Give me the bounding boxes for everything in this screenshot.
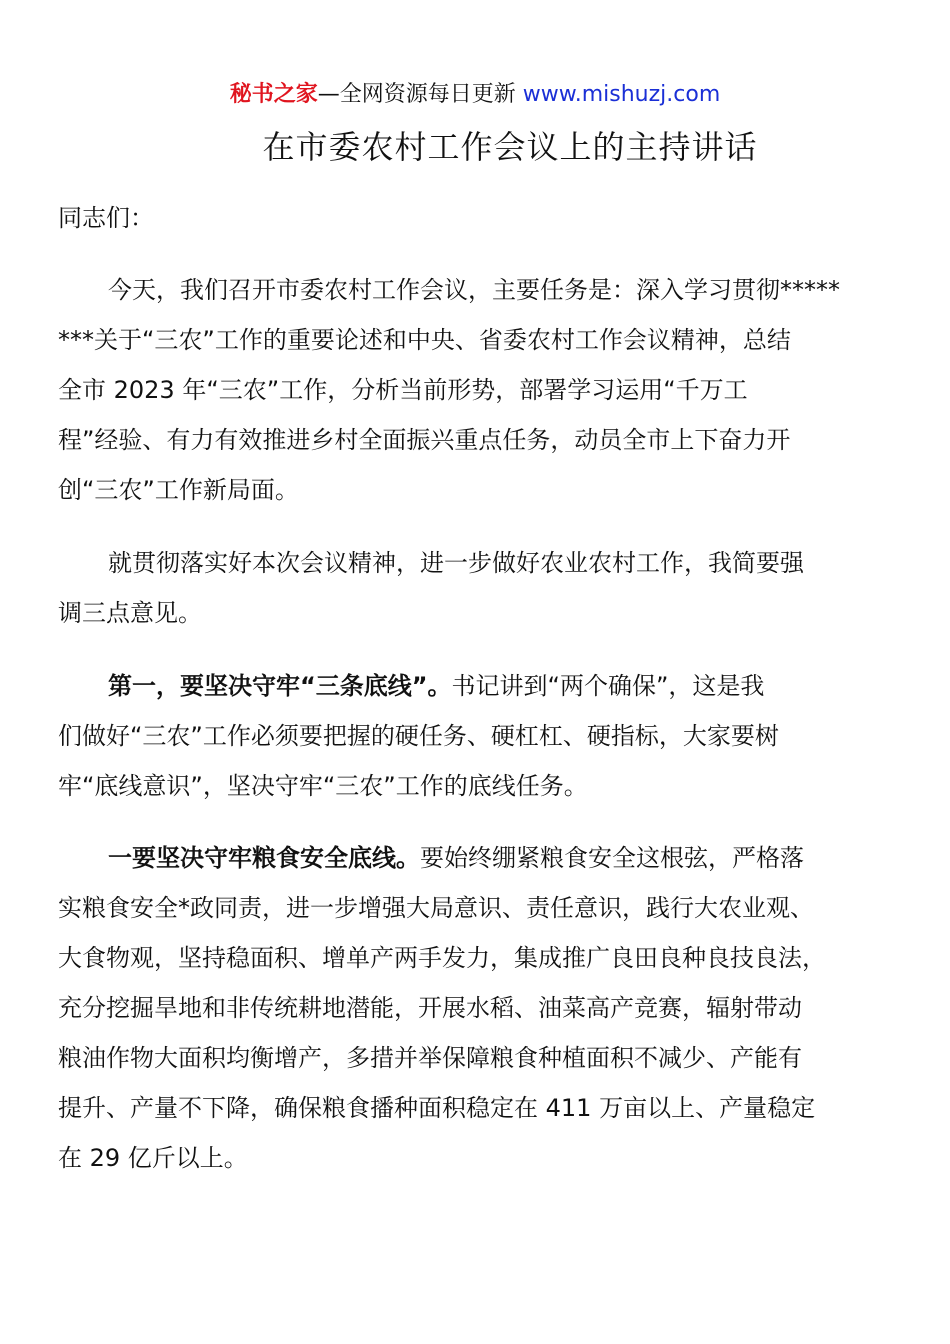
document-title: 在市委农村工作会议上的主持讲话 xyxy=(262,128,758,166)
site-header xyxy=(0,78,950,112)
paragraph-3-text: 书记讲到“两个确保”，这是我 xyxy=(451,672,765,700)
paragraph-3-heading: 第一，要坚决守牢“三条底线”。 xyxy=(108,672,452,700)
paragraph-2-line: 就贯彻落实好本次会议精神，进一步做好农业农村工作，我简要强 xyxy=(108,549,804,577)
paragraph-1-line: 创“三农”工作新局面。 xyxy=(58,476,299,504)
header-tagline: —全网资源每日更新 xyxy=(317,82,516,107)
paragraph-4-line: 粮油作物大面积均衡增产，多措并举保障粮食种植面积不减少、产能有 xyxy=(58,1044,802,1072)
paragraph-4-line: 实粮食安全*政同责，进一步增强大局意识、责任意识，践行大农业观、 xyxy=(58,894,814,922)
salutation: 同志们： xyxy=(58,204,154,232)
paragraph-4-line: 提升、产量不下降，确保粮食播种面积稳定在 411 万亩以上、产量稳定 xyxy=(58,1094,816,1122)
paragraph-3-line: 牢“底线意识”，坚决守牢“三农”工作的底线任务。 xyxy=(58,772,588,800)
paragraph-4-heading: 一要坚决守牢粮食安全底线。 xyxy=(108,844,420,872)
paragraph-1-line: 全市 2023 年“三农”工作，分析当前形势，部署学习运用“千万工 xyxy=(58,376,748,404)
paragraph-4-line: 充分挖掘旱地和非传统耕地潜能，开展水稻、油菜高产竞赛，辐射带动 xyxy=(58,994,802,1022)
site-url-link[interactable]: www.mishuzj.com xyxy=(522,82,721,107)
paragraph-1-line: ***关于“三农”工作的重要论述和中央、省委农村工作会议精神，总结 xyxy=(58,326,791,354)
paragraph-2-line: 调三点意见。 xyxy=(58,599,202,627)
paragraph-4-line: 在 29 亿斤以上。 xyxy=(58,1144,248,1172)
paragraph-1-line: 今天，我们召开市委农村工作会议，主要任务是：深入学习贯彻***** xyxy=(108,276,840,304)
paragraph-1-line: 程”经验、有力有效推进乡村全面振兴重点任务，动员全市上下奋力开 xyxy=(58,426,791,454)
paragraph-4-line xyxy=(108,840,804,876)
paragraph-3-line: 们做好“三农”工作必须要把握的硬任务、硬杠杠、硬指标，大家要树 xyxy=(58,722,779,750)
paragraph-4-text: 要始终绷紧粮食安全这根弦，严格落 xyxy=(420,844,804,872)
brand-name: 秘书之家 xyxy=(229,82,318,107)
paragraph-3-line xyxy=(108,668,764,704)
paragraph-4-line: 大食物观，坚持稳面积、增单产两手发力，集成推广良田良种良技良法， xyxy=(58,944,826,972)
